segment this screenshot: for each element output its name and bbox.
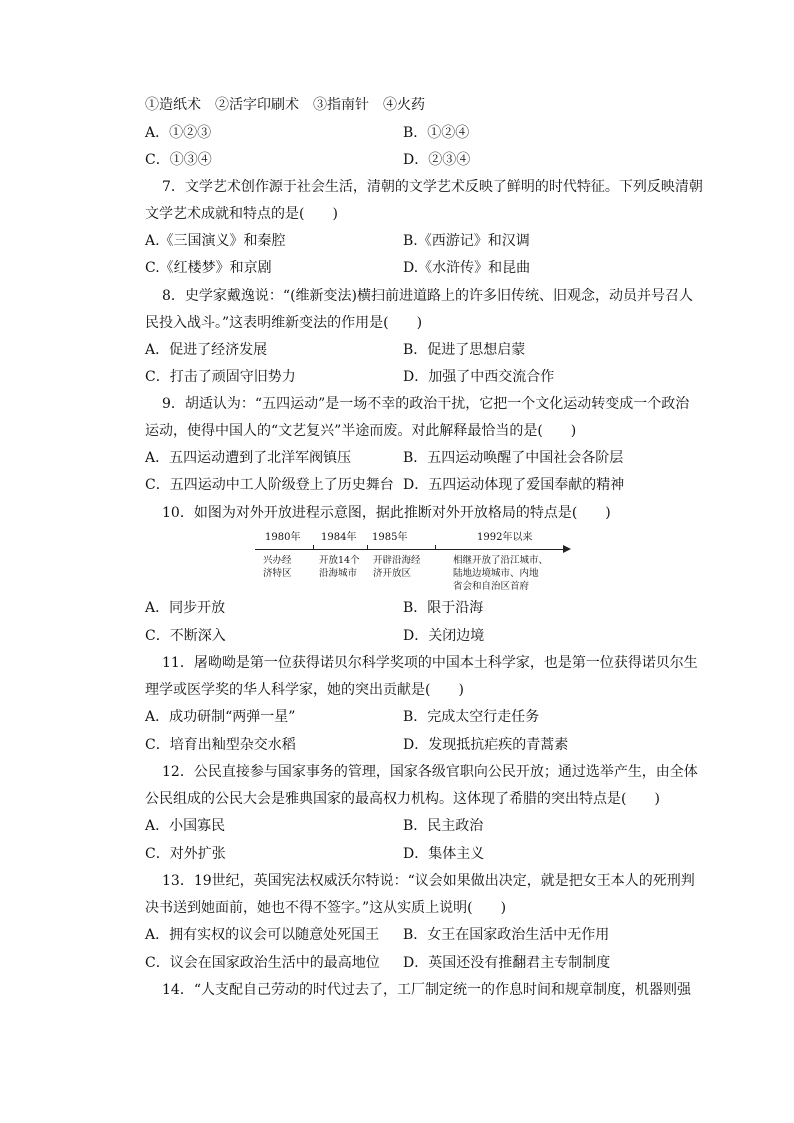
q7-option-a: A.《三国演义》和秦腔 [145,233,286,249]
q6-option-c: C．①③④ [145,152,212,168]
timeline-desc-line: 开辟沿海经 [373,555,421,566]
q11-option-c: C．培育出籼型杂交水稻 [145,737,296,753]
timeline-desc-line: 沿海城市 [319,568,358,579]
q10-option-b: B．限于沿海 [403,600,484,616]
q7-option-c: C.《红楼梦》和京剧 [145,260,272,276]
q8-option-b: B．促进了思想启蒙 [403,342,526,358]
q11-stem-line1: 11．屠呦呦是第一位获得诺贝尔科学奖项的中国本土科学家，也是第一位获得诺贝尔生 [162,655,698,671]
q6-option-d: D．②③④ [403,152,471,168]
q11-stem-line2: 理学或医学奖的华人科学家，她的突出贡献是( ) [145,682,464,698]
opening-up-timeline [255,532,575,602]
q10-option-d: D．关闭边境 [403,628,485,644]
q7-stem-line1: 7．文学艺术创作源于社会生活，清朝的文学艺术反映了鲜明的时代特征。下列反映清朝 [162,179,703,195]
timeline-tick [435,545,436,550]
timeline-desc-1980 [263,554,292,580]
q6-items: ①造纸术 ②活字印刷术 ③指南针 ④火药 [145,97,425,113]
q10-option-c: C．不断深入 [145,628,226,644]
q6-option-a: A．①②③ [145,125,212,141]
timeline-desc-1984 [319,554,360,580]
q10-stem-line1: 10．如图为对外开放进程示意图，据此推断对外开放格局的特点是( ) [162,505,611,521]
timeline-desc-line: 济特区 [263,568,292,579]
timeline-desc-1992 [453,554,548,593]
q8-option-c: C．打击了顽固守旧势力 [145,369,296,385]
timeline-axis [255,549,565,550]
q13-option-a: A．拥有实权的议会可以随意处死国王 [145,927,380,943]
q8-stem-line2: 民投入战斗。”这表明维新变法的作用是( ) [145,315,423,331]
q7-stem-line2: 文学艺术成就和特点的是( ) [145,206,338,222]
q13-option-d: D．英国还没有推翻君主专制制度 [403,955,611,971]
q6-option-b: B．①②④ [403,125,470,141]
timeline-arrow-icon [563,545,571,553]
timeline-year-1980: 1980年 [265,532,301,543]
timeline-desc-1985 [373,554,421,580]
q9-option-b: B．五四运动唤醒了中国社会各阶层 [403,450,624,466]
q8-stem-line1: 8．史学家戴逸说：“(维新变法)横扫前进道路上的许多旧传统、旧观念，动员并号召人 [162,288,693,304]
q7-option-d: D.《水浒传》和昆曲 [403,260,531,276]
timeline-desc-line: 陆地边境城市、内地 [453,568,539,579]
q12-stem-line2: 公民组成的公民大会是雅典国家的最高权力机构。这体现了希腊的突出特点是( ) [145,791,660,807]
q12-option-b: B．民主政治 [403,818,484,834]
timeline-year-1992: 1992年以来 [477,532,533,543]
q9-option-d: D．五四运动体现了爱国奉献的精神 [403,477,625,493]
q8-option-d: D．加强了中西交流合作 [403,369,555,385]
q9-option-c: C．五四运动中工人阶级登上了历史舞台 [145,477,394,493]
timeline-desc-line: 济开放区 [373,568,412,579]
timeline-desc-line: 省会和自治区首府 [453,581,530,592]
timeline-tick [313,545,314,550]
q13-stem-line1: 13．19世纪，英国宪法权威沃尔特说：“议会如果做出决定，就是把女王本人的死刑判 [162,873,695,889]
q9-option-a: A．五四运动遭到了北洋军阀镇压 [145,450,352,466]
q14-stem-line1: 14．“人支配自己劳动的时代过去了，工厂制定统一的作息时间和规章制度，机器则强 [162,982,691,998]
q8-option-a: A．促进了经济发展 [145,342,268,358]
timeline-desc-line: 开放14个 [319,555,360,566]
timeline-year-1984: 1984年 [321,532,357,543]
q13-stem-line2: 决书送到她面前，她也不得不签字。”这从实质上说明( ) [145,900,507,916]
timeline-desc-line: 兴办经 [263,555,292,566]
timeline-tick [367,545,368,550]
q9-stem-line1: 9．胡适认为：“五四运动”是一场不幸的政治干扰，它把一个文化运动转变成一个政治 [162,396,690,412]
q12-option-c: C．对外扩张 [145,846,226,862]
q9-stem-line2: 运动，使得中国人的“文艺复兴”半途而废。对此解释最恰当的是( ) [145,423,577,439]
timeline-desc-line: 相继开放了沿江城市、 [453,555,549,566]
q11-option-a: A．成功研制“两弹一星” [145,709,296,725]
q10-option-a: A．同步开放 [145,600,226,616]
q7-option-b: B.《西游记》和汉调 [403,233,530,249]
q12-option-a: A．小国寡民 [145,818,226,834]
q13-option-c: C．议会在国家政治生活中的最高地位 [145,955,380,971]
q11-option-b: B．完成太空行走任务 [403,709,540,725]
q13-option-b: B．女王在国家政治生活中无作用 [403,927,610,943]
q12-stem-line1: 12．公民直接参与国家事务的管理，国家各级官职向公民开放；通过选举产生，由全体 [162,764,698,780]
timeline-year-1985: 1985年 [372,532,408,543]
q11-option-d: D．发现抵抗疟疾的青蒿素 [403,737,569,753]
q12-option-d: D．集体主义 [403,846,485,862]
